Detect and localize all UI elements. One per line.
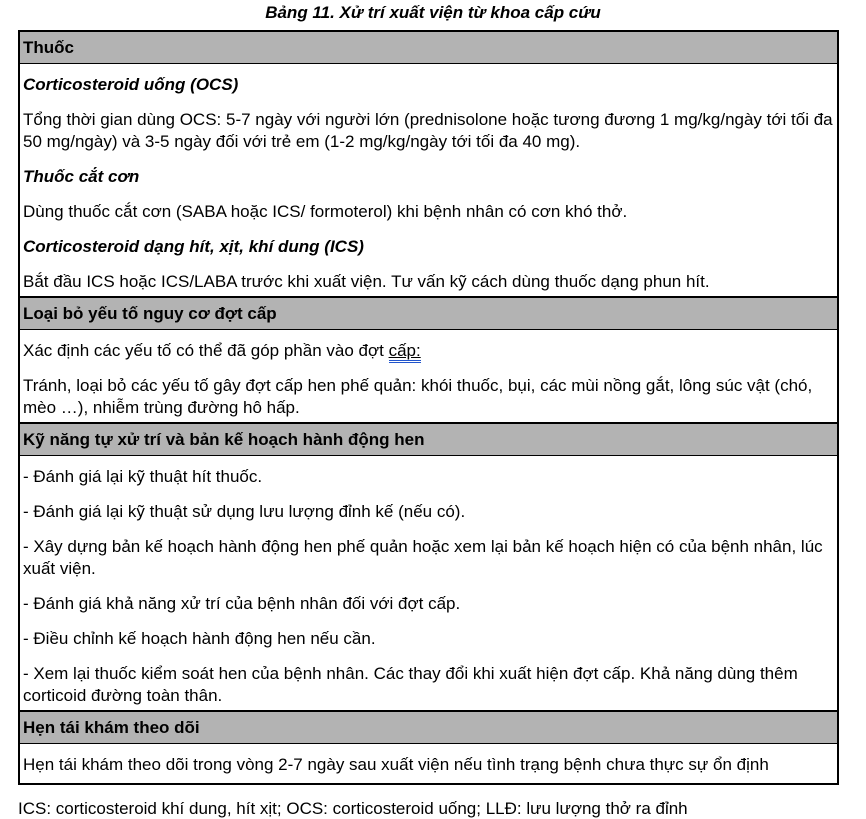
section-follow-up [20,710,837,783]
row-inhaler-technique: - Đánh giá lại kỹ thuật hít thuốc. [23,467,263,486]
abbreviations-footnote: ICS: corticosteroid khí dung, hít xịt; OCS: corticosteroid uống; LLĐ: lưu lượng thở ra đỉnh [18,799,688,818]
row-patient-capability: - Đánh giá khả năng xử trí của bệnh nhân đối với đợt cấp. [23,594,461,613]
section-header-medications: Thuốc [20,32,837,64]
row-ocs-duration: Tổng thời gian dùng OCS: 5-7 ngày với người lớn (prednisolone hoặc tương đương 1 mg/kg/ngày tới tối đa 50 mg/ngày) và 3-5 ngày đối với trẻ em (1-2 mg/kg/ngày tới tối đa 40 mg). [23,110,833,151]
section-header-self-management: Kỹ năng tự xử trí và bản kế hoạch hành động hen [20,422,837,456]
section-risk-factors [20,296,837,422]
row-follow-up-appointment: Hẹn tái khám theo dõi trong vòng 2-7 ngày sau xuất viện nếu tình trạng bệnh chưa thực sự ổn định [23,755,769,774]
row-review-controller: - Xem lại thuốc kiểm soát hen của bệnh nhân. Các thay đổi khi xuất hiện đợt cấp. Khả năng dùng thêm corticoid đường toàn thân. [23,664,798,705]
section-header-follow-up: Hẹn tái khám theo dõi [20,710,837,744]
table-caption: Bảng 11. Xử trí xuất viện từ khoa cấp cứu [265,3,601,22]
row-adjust-plan: - Điều chỉnh kế hoạch hành động hen nếu cần. [23,629,376,648]
row-peak-flow-technique: - Đánh giá lại kỹ thuật sử dụng lưu lượng đỉnh kế (nếu có). [23,502,466,521]
discharge-management-table [18,30,839,785]
row-action-plan: - Xây dựng bản kế hoạch hành động hen phế quản hoặc xem lại bản kế hoạch hiện có của bệnh nhân, lúc xuất viện. [23,537,823,578]
row-subheader-ics: Corticosteroid dạng hít, xịt, khí dung (ICS) [23,237,364,256]
cap-link[interactable]: cấp: [389,341,421,363]
row-reliever-use: Dùng thuốc cắt cơn (SABA hoặc ICS/ formoterol) khi bệnh nhân có cơn khó thở. [23,202,628,221]
section-medications [20,32,837,296]
section-self-management [20,422,837,710]
section-header-risk-factors: Loại bỏ yếu tố nguy cơ đợt cấp [20,296,837,330]
row-subheader-ocs: Corticosteroid uống (OCS) [23,75,239,94]
row-identify-factors [20,330,837,365]
row-ics-start: Bắt đầu ICS hoặc ICS/LABA trước khi xuất viện. Tư vấn kỹ cách dùng thuốc dạng phun hít. [23,272,710,291]
row-avoid-triggers: Tránh, loại bỏ các yếu tố gây đợt cấp hen phế quản: khói thuốc, bụi, các mùi nồng gắt, lông súc vật (chó, mèo …), nhiễm trùng đường hô hấp. [23,376,813,417]
row-subheader-reliever: Thuốc cắt cơn [23,167,140,186]
row-identify-factors-text: Xác định các yếu tố có thể đã góp phần vào đợt [23,341,389,360]
